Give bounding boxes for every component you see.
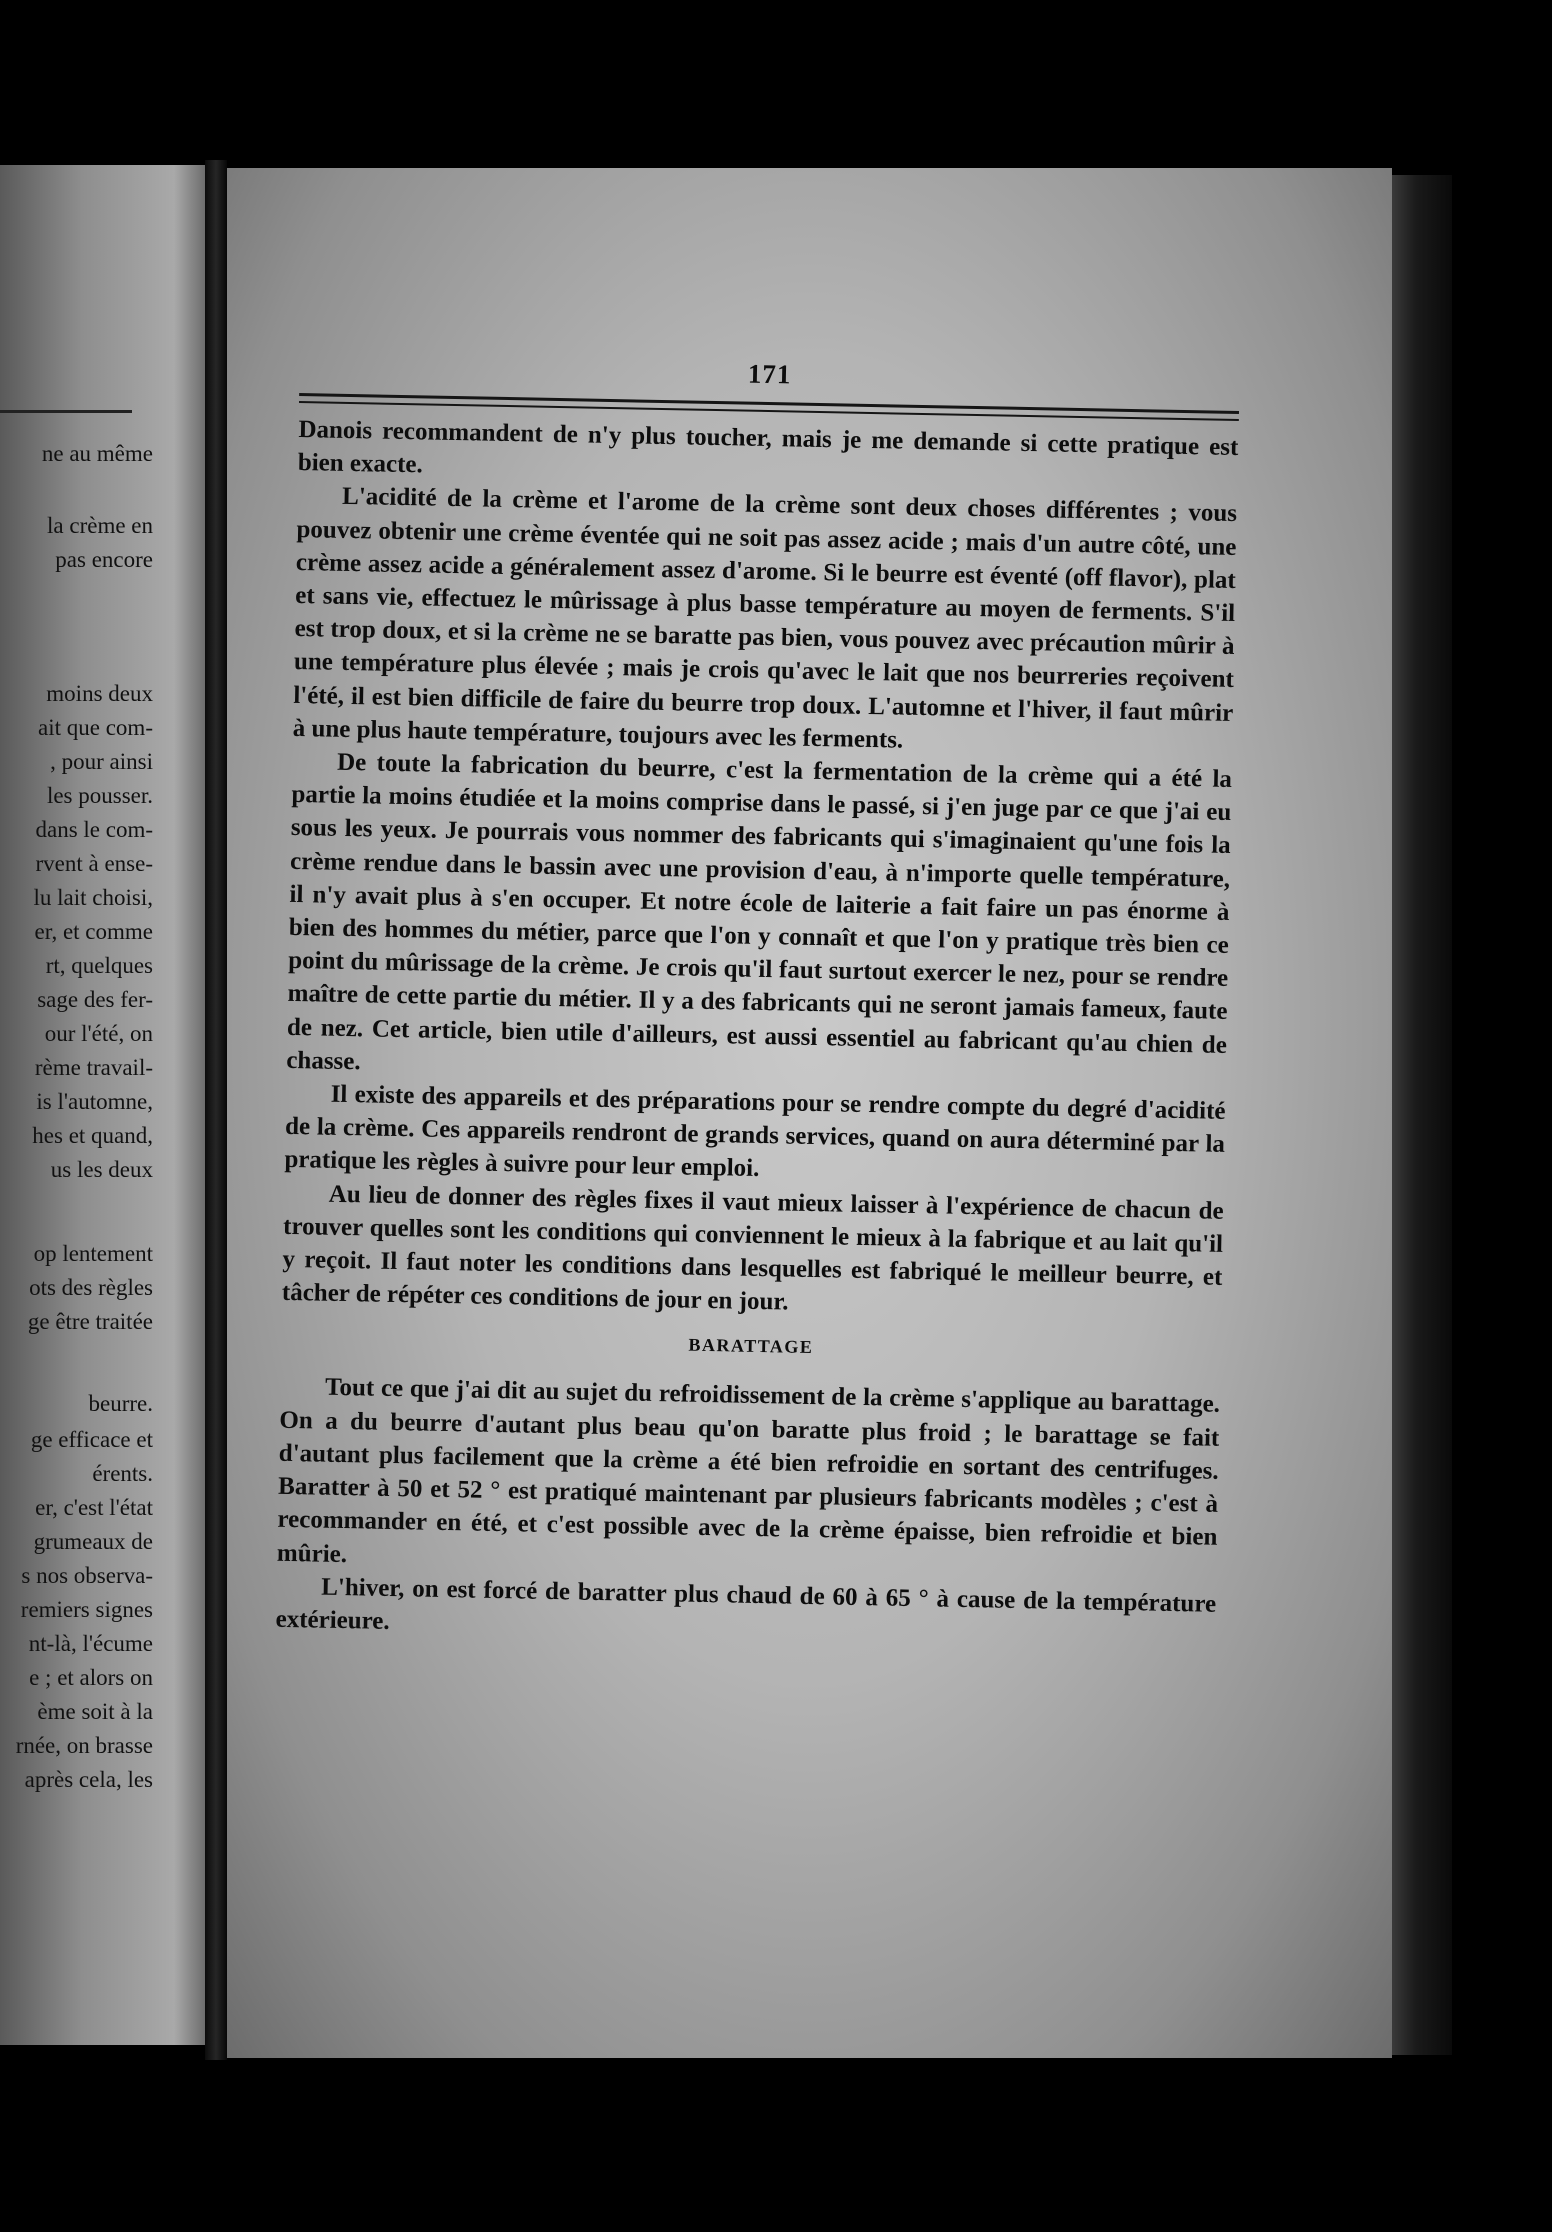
paragraph: Tout ce que j'ai dit au sujet du refroidissement de la crème s'applique au barattage. On a du beurre d'autant plus beau qu'on baratte plus froid ; le barattage se fait d'autant plus facilement que la crème a été bien refroidie en sortant des centrifuges. Baratter à 50 et 52 ° est pratiqué maintenant par plusieurs fabricants modèles ; c'est à recommander en été, et c'est possible avec de la crème épaisse, bien refroidie et bien mûrie. — [276, 1374, 1221, 1568]
book-gutter — [205, 160, 227, 2060]
left-page-line: er, c'est l'état — [35, 1495, 153, 1520]
page-number: 171 — [747, 358, 792, 390]
left-page-text — [0, 165, 205, 2045]
left-page-line: rème travail- — [34, 1055, 153, 1080]
left-page-fragment — [0, 165, 205, 2045]
body-text-before-heading — [282, 413, 1239, 1327]
left-page-line: hes et quand, — [32, 1123, 153, 1148]
page-text-block — [275, 350, 1240, 1654]
left-page-line: is l'automne, — [36, 1089, 153, 1114]
left-page-line: dans le com- — [35, 817, 153, 842]
left-page-line: beurre. — [88, 1391, 153, 1416]
left-page-line: rnée, on brasse — [15, 1733, 153, 1758]
left-page-line: er, et comme — [34, 919, 153, 944]
paragraph: L'acidité de la crème et l'arome de la crème sont deux choses différentes ; vous pouvez obtenir une crème éventée qui ne soit pas assez acide ; mais d'un autre côté, une crème assez acide a généralement assez d'arome. Si le beurre est éventé (off flavor), plat et sans vie, effectuez le mûrissage à plus basse température au moyen de ferments. S'il est trop doux, et si la crème ne se baratte pas bien, vous pouvez avec précaution mûrir à une température plus élevée ; mais je crois qu'avec le lait que nos beurreries reçoivent l'été, il est bien difficile de faire du beurre trop doux. L'automne et l'hiver, il faut mûrir à une plus haute température, toujours avec les ferments. — [292, 483, 1238, 754]
left-page-line: après cela, les — [24, 1767, 153, 1792]
left-page-line: nt-là, l'écume — [28, 1631, 153, 1656]
left-page-line: ne au même — [41, 441, 153, 466]
left-page-line: la crème en — [47, 513, 153, 538]
section-heading: BARATTAGE — [688, 1335, 814, 1358]
left-page-line: s nos observa- — [21, 1563, 153, 1588]
left-page-line: lu lait choisi, — [33, 885, 153, 910]
left-page-line: ait que com- — [38, 715, 153, 740]
left-page-line: our l'été, on — [44, 1021, 153, 1046]
left-page-line: us les deux — [50, 1157, 153, 1182]
left-page-line: sage des fer- — [37, 987, 153, 1012]
left-page-line: ème soit à la — [37, 1699, 153, 1724]
left-page-line: remiers signes — [20, 1597, 153, 1622]
page-edge-shadow — [1392, 175, 1452, 2055]
left-page-line: ge être traitée — [27, 1309, 153, 1334]
left-page-line: ge efficace et — [30, 1427, 153, 1452]
left-page-line: grumeaux de — [33, 1529, 153, 1554]
left-page-line: op lentement — [33, 1241, 153, 1266]
left-page-line: rvent à ense- — [35, 851, 153, 876]
left-page-line: e ; et alors on — [29, 1665, 153, 1690]
paragraph: Au lieu de donner des règles fixes il vaut mieux laisser à l'expérience de chacun de trouver quelles sont les conditions qui conviennent le mieux à la fabrique et au lait qu'il y reçoit. Il faut noter les conditions dans lesquelles est fabriqué le meilleur beurre, et tâcher de répéter ces conditions de jour en jour. — [281, 1180, 1224, 1316]
left-page-line: rt, quelques — [45, 953, 153, 978]
paragraph: L'hiver, on est forcé de baratter plus chaud de 60 à 65 ° à cause de la température extérieure. — [275, 1573, 1217, 1635]
left-page-line: , pour ainsi — [50, 749, 153, 774]
body-text-after-heading — [275, 1370, 1220, 1654]
paragraph: De toute la fabrication du beurre, c'est la fermentation de la crème qui a été la partie la moins étudiée et la moins comprise dans le passé, si j'en juge par ce que j'ai eu sous les yeux. Je pourrais vous nommer des fabricants qui s'imaginaient qu'une fois la crème rendue dans le bassin avec une provision d'eau, à n'importe quelle température, il n'y avait plus à s'en occuper. Et notre école de laiterie a fait faire un pas énorme à bien des hommes du métier, parce que l'on y connaît et que l'on y pratique très bien ce point du mûrissage de la crème. Je crois qu'il faut surtout exercer le nez, pour se rendre maître de cette partie du métier. Il y a des fabricants qui ne seront jamais fameux, faute de nez. Cet article, bien utile d'ailleurs, est aussi essentiel au fabricant qu'au chien de chasse. — [286, 748, 1233, 1076]
paragraph: Danois recommandent de n'y plus toucher, mais je me demande si cette pratique est bien exacte. — [297, 415, 1239, 479]
left-page-line: les pousser. — [46, 783, 153, 808]
paragraph: Il existe des appareils et des préparations pour se rendre compte du degré d'acidité de la crème. Ces appareils rendront de grands services, quand on aura déterminé par la pratique les règles à suivre pour leur emploi. — [284, 1080, 1226, 1183]
left-page-line: moins deux — [46, 681, 153, 706]
left-page-line: érents. — [92, 1461, 153, 1486]
left-page-line: ots des règles — [29, 1275, 153, 1300]
left-page-line: pas encore — [55, 547, 153, 572]
